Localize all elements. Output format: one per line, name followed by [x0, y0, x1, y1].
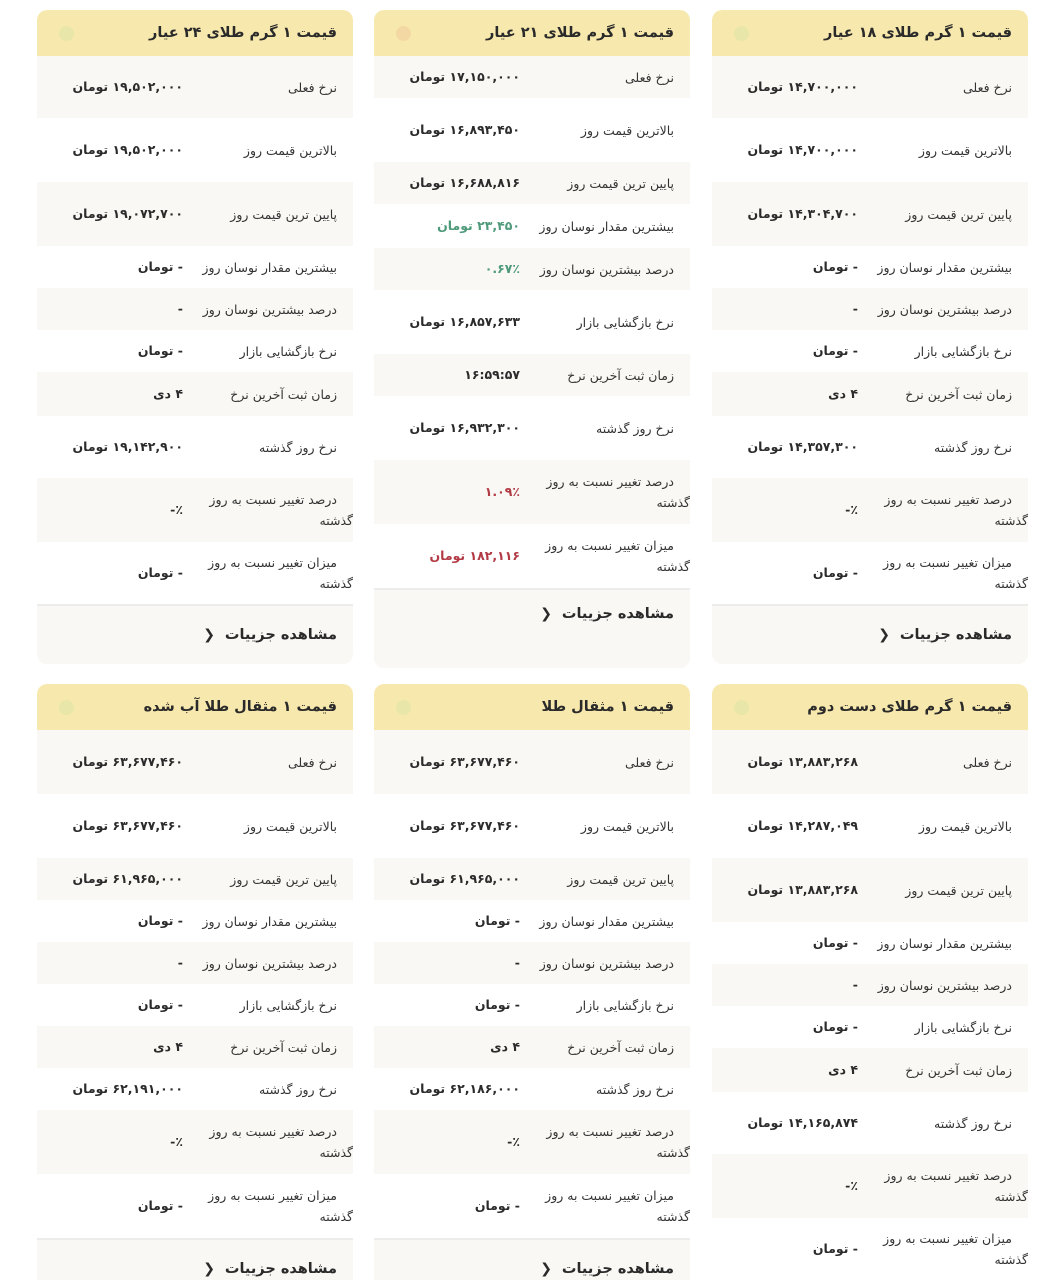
- row-day-low: [374, 858, 690, 900]
- row-value: ۱۹,۰۷۲,۷۰۰ تومان: [72, 206, 183, 221]
- row-market-open-rate: [37, 984, 353, 1026]
- row-last-update-time: [712, 372, 1028, 416]
- row-value: ۱۹,۵۰۲,۰۰۰ تومان: [72, 79, 183, 94]
- row-change-amount: [374, 524, 690, 588]
- row-value: ٪-: [170, 1134, 183, 1149]
- row-label: زمان ثبت آخرین نرخ: [905, 1062, 1012, 1078]
- row-label: میزان تغییر نسبت به روز گذشته: [208, 555, 353, 591]
- row-value: ۱۴,۷۰۰,۰۰۰ تومان: [747, 79, 858, 94]
- row-previous-day-rate: [374, 396, 690, 460]
- row-value: ۶۲,۱۸۶,۰۰۰ تومان: [409, 1081, 520, 1096]
- row-max-swing-percent: [374, 248, 690, 290]
- row-label: بیشترین مقدار نوسان روز: [539, 913, 674, 929]
- card-title: قیمت ۱ گرم طلای ۱۸ عیار: [824, 25, 1012, 41]
- row-day-high: [374, 794, 690, 858]
- view-details-label: مشاهده جزییات: [224, 627, 337, 643]
- row-value: ۶۳,۶۷۷,۴۶۰ تومان: [409, 818, 520, 833]
- row-value: - تومان: [812, 259, 858, 274]
- row-max-swing-amount: [712, 246, 1028, 288]
- row-change-percent: [712, 478, 1028, 542]
- row-change-amount: [374, 1174, 690, 1238]
- row-value: ۴ دی: [490, 1039, 520, 1054]
- row-value: ۱.۰۹٪: [484, 484, 520, 499]
- row-value: ۲۳,۴۵۰ تومان: [437, 218, 520, 233]
- price-card-second-hand: [712, 684, 1028, 1280]
- status-dot-icon: [396, 26, 411, 41]
- row-label: نرخ فعلی: [625, 754, 674, 770]
- view-details-label: مشاهده جزییات: [899, 627, 1012, 643]
- row-value: ۶۳,۶۷۷,۴۶۰ تومان: [72, 754, 183, 769]
- row-value: ۴ دی: [153, 1039, 183, 1054]
- row-value: - تومان: [474, 997, 520, 1012]
- row-label: نرخ فعلی: [963, 754, 1012, 770]
- row-value: - تومان: [474, 913, 520, 928]
- row-value: - تومان: [812, 343, 858, 358]
- row-label: زمان ثبت آخرین نرخ: [230, 1039, 337, 1055]
- row-change-amount: [712, 1218, 1028, 1280]
- row-label: درصد تغییر نسبت به روز گذشته: [546, 474, 690, 510]
- row-market-open-rate: [712, 330, 1028, 372]
- row-value: ۶۱,۹۶۵,۰۰۰ تومان: [409, 871, 520, 886]
- row-max-swing-amount: [374, 204, 690, 248]
- card-title: قیمت ۱ گرم طلای ۲۱ عیار: [486, 25, 674, 41]
- row-label: بالاترین قیمت روز: [243, 818, 337, 834]
- row-label: درصد بیشترین نوسان روز: [539, 261, 674, 277]
- row-label: بالاترین قیمت روز: [580, 818, 674, 834]
- view-details-button[interactable]: [374, 1238, 690, 1280]
- view-details-button[interactable]: [712, 604, 1028, 664]
- row-value: ۶۳,۶۷۷,۴۶۰ تومان: [409, 754, 520, 769]
- row-label: نرخ روز گذشته: [934, 1115, 1012, 1131]
- status-dot-icon: [59, 26, 74, 41]
- row-value: - تومان: [137, 1198, 183, 1213]
- row-label: میزان تغییر نسبت به روز گذشته: [883, 1231, 1028, 1267]
- row-label: بیشترین مقدار نوسان روز: [202, 913, 337, 929]
- row-current-rate: [374, 56, 690, 98]
- price-card-21k: [374, 10, 690, 668]
- row-market-open-rate: [37, 330, 353, 372]
- card-title: قیمت ۱ گرم طلای دست دوم: [807, 699, 1012, 715]
- card-header: [37, 684, 353, 730]
- row-previous-day-rate: [37, 416, 353, 478]
- row-value: ۱۳,۸۸۳,۲۶۸ تومان: [747, 882, 858, 897]
- row-current-rate: [374, 730, 690, 794]
- row-label: بیشترین مقدار نوسان روز: [877, 259, 1012, 275]
- row-value: ۴ دی: [153, 386, 183, 401]
- row-label: زمان ثبت آخرین نرخ: [567, 1039, 674, 1055]
- row-value: ٪-: [845, 502, 858, 517]
- row-value: ۱۴,۱۶۵,۸۷۴ تومان: [747, 1115, 858, 1130]
- row-value: ۴ دی: [828, 1062, 858, 1077]
- row-value: ۱۶,۸۵۷,۶۳۳ تومان: [409, 314, 520, 329]
- row-label: نرخ بازگشایی بازار: [576, 314, 674, 330]
- row-label: درصد تغییر نسبت به روز گذشته: [546, 1124, 690, 1160]
- row-day-high: [712, 118, 1028, 182]
- row-change-amount: [712, 542, 1028, 604]
- row-value: ۱۶,۶۸۸,۸۱۶ تومان: [409, 175, 520, 190]
- row-label: نرخ بازگشایی بازار: [239, 343, 337, 359]
- row-label: نرخ بازگشایی بازار: [914, 1019, 1012, 1035]
- row-label: درصد بیشترین نوسان روز: [202, 955, 337, 971]
- row-last-update-time: [37, 372, 353, 416]
- price-card-mesghal-melted: [37, 684, 353, 1280]
- row-label: میزان تغییر نسبت به روز گذشته: [208, 1188, 353, 1224]
- row-label: نرخ فعلی: [288, 79, 337, 95]
- row-value: ۱۹,۱۴۲,۹۰۰ تومان: [72, 439, 183, 454]
- row-value: ۶۱,۹۶۵,۰۰۰ تومان: [72, 871, 183, 886]
- card-header: [374, 10, 690, 56]
- row-label: زمان ثبت آخرین نرخ: [905, 386, 1012, 402]
- row-label: نرخ فعلی: [288, 754, 337, 770]
- row-value: -: [852, 301, 858, 316]
- row-value: - تومان: [137, 343, 183, 358]
- card-header: [712, 10, 1028, 56]
- row-label: بیشترین مقدار نوسان روز: [202, 259, 337, 275]
- row-label: درصد بیشترین نوسان روز: [539, 955, 674, 971]
- row-label: زمان ثبت آخرین نرخ: [567, 367, 674, 383]
- row-day-high: [374, 98, 690, 162]
- row-max-swing-percent: [374, 942, 690, 984]
- row-current-rate: [37, 730, 353, 794]
- row-change-percent: [374, 460, 690, 524]
- row-label: پایین ترین قیمت روز: [905, 206, 1012, 222]
- view-details-button[interactable]: [37, 1238, 353, 1280]
- row-value: - تومان: [137, 565, 183, 580]
- row-value: ٪-: [170, 502, 183, 517]
- row-value: ۱۸۲,۱۱۶ تومان: [429, 548, 520, 563]
- row-max-swing-percent: [37, 942, 353, 984]
- row-label: درصد بیشترین نوسان روز: [877, 301, 1012, 317]
- price-card-18k: [712, 10, 1028, 664]
- row-max-swing-amount: [712, 922, 1028, 964]
- price-card-24k: [37, 10, 353, 664]
- row-label: پایین ترین قیمت روز: [230, 871, 337, 887]
- row-value: -: [514, 955, 520, 970]
- row-current-rate: [712, 730, 1028, 794]
- row-market-open-rate: [374, 290, 690, 354]
- row-label: پایین ترین قیمت روز: [567, 871, 674, 887]
- row-last-update-time: [374, 354, 690, 396]
- row-last-update-time: [374, 1026, 690, 1068]
- row-max-swing-percent: [37, 288, 353, 330]
- row-day-low: [37, 858, 353, 900]
- row-label: نرخ فعلی: [963, 79, 1012, 95]
- status-dot-icon: [59, 700, 74, 715]
- row-change-percent: [37, 1110, 353, 1174]
- row-label: نرخ فعلی: [625, 69, 674, 85]
- row-previous-day-rate: [712, 416, 1028, 478]
- row-value: ۱۹,۵۰۲,۰۰۰ تومان: [72, 142, 183, 157]
- row-label: نرخ روز گذشته: [934, 439, 1012, 455]
- row-max-swing-amount: [37, 246, 353, 288]
- row-change-amount: [37, 1174, 353, 1238]
- row-label: بالاترین قیمت روز: [243, 142, 337, 158]
- status-dot-icon: [734, 700, 749, 715]
- row-value: ۶۳,۶۷۷,۴۶۰ تومان: [72, 818, 183, 833]
- row-value: ۱۴,۷۰۰,۰۰۰ تومان: [747, 142, 858, 157]
- card-header: [37, 10, 353, 56]
- row-value: - تومان: [474, 1198, 520, 1213]
- chevron-left-icon: ❮: [540, 606, 552, 622]
- card-title: قیمت ۱ مثقال طلا: [541, 699, 674, 715]
- row-day-low: [374, 162, 690, 204]
- row-max-swing-percent: [712, 964, 1028, 1006]
- row-label: نرخ بازگشایی بازار: [914, 343, 1012, 359]
- row-day-low: [712, 182, 1028, 246]
- row-value: ۱۶,۸۹۳,۴۵۰ تومان: [409, 122, 520, 137]
- row-value: ۱۴,۳۰۴,۷۰۰ تومان: [747, 206, 858, 221]
- row-value: ۰.۶۷٪: [484, 261, 520, 276]
- chevron-left-icon: ❮: [878, 627, 890, 643]
- row-day-low: [712, 858, 1028, 922]
- row-label: میزان تغییر نسبت به روز گذشته: [545, 1188, 690, 1224]
- row-day-high: [37, 794, 353, 858]
- row-value: ۱۴,۳۵۷,۳۰۰ تومان: [747, 439, 858, 454]
- row-label: بالاترین قیمت روز: [918, 142, 1012, 158]
- row-label: نرخ بازگشایی بازار: [239, 997, 337, 1013]
- chevron-left-icon: ❮: [203, 1261, 215, 1277]
- row-label: درصد تغییر نسبت به روز گذشته: [884, 1168, 1028, 1204]
- row-label: درصد تغییر نسبت به روز گذشته: [209, 492, 353, 528]
- row-value: - تومان: [812, 565, 858, 580]
- row-label: بالاترین قیمت روز: [580, 122, 674, 138]
- row-label: بالاترین قیمت روز: [918, 818, 1012, 834]
- row-value: ۱۴,۲۸۷,۰۴۹ تومان: [747, 818, 858, 833]
- row-label: بیشترین مقدار نوسان روز: [877, 935, 1012, 951]
- chevron-left-icon: ❮: [203, 627, 215, 643]
- row-value: ۴ دی: [828, 386, 858, 401]
- row-current-rate: [37, 56, 353, 118]
- chevron-left-icon: ❮: [540, 1261, 552, 1277]
- row-label: درصد بیشترین نوسان روز: [877, 977, 1012, 993]
- view-details-label: مشاهده جزییات: [561, 606, 674, 622]
- view-details-label: مشاهده جزییات: [224, 1261, 337, 1277]
- status-dot-icon: [734, 26, 749, 41]
- row-label: میزان تغییر نسبت به روز گذشته: [883, 555, 1028, 591]
- row-value: ٪-: [845, 1178, 858, 1193]
- row-value: ۱۶:۵۹:۵۷: [464, 367, 520, 382]
- row-last-update-time: [37, 1026, 353, 1068]
- row-value: ٪-: [507, 1134, 520, 1149]
- row-value: - تومان: [137, 259, 183, 274]
- row-label: پایین ترین قیمت روز: [230, 206, 337, 222]
- row-market-open-rate: [374, 984, 690, 1026]
- row-label: پایین ترین قیمت روز: [905, 882, 1012, 898]
- view-details-button[interactable]: [37, 604, 353, 664]
- card-title: قیمت ۱ مثقال طلا آب شده: [143, 699, 337, 715]
- row-current-rate: [712, 56, 1028, 118]
- row-value: - تومان: [137, 997, 183, 1012]
- card-header: [712, 684, 1028, 730]
- row-max-swing-amount: [374, 900, 690, 942]
- row-max-swing-amount: [37, 900, 353, 942]
- row-label: نرخ روز گذشته: [259, 439, 337, 455]
- row-value: - تومان: [812, 935, 858, 950]
- row-value: - تومان: [812, 1241, 858, 1256]
- row-value: -: [177, 955, 183, 970]
- row-label: میزان تغییر نسبت به روز گذشته: [545, 538, 690, 574]
- row-label: نرخ روز گذشته: [596, 1081, 674, 1097]
- row-previous-day-rate: [37, 1068, 353, 1110]
- row-market-open-rate: [712, 1006, 1028, 1048]
- row-change-percent: [374, 1110, 690, 1174]
- view-details-label: مشاهده جزییات: [561, 1261, 674, 1277]
- row-value: ۱۷,۱۵۰,۰۰۰ تومان: [409, 69, 520, 84]
- row-label: درصد تغییر نسبت به روز گذشته: [884, 492, 1028, 528]
- row-previous-day-rate: [374, 1068, 690, 1110]
- row-max-swing-percent: [712, 288, 1028, 330]
- row-label: بیشترین مقدار نوسان روز: [539, 218, 674, 234]
- row-value: - تومان: [137, 913, 183, 928]
- row-label: نرخ روز گذشته: [259, 1081, 337, 1097]
- view-details-button[interactable]: [374, 588, 690, 668]
- row-change-percent: [712, 1154, 1028, 1218]
- card-header: [374, 684, 690, 730]
- row-value: ۱۳,۸۸۳,۲۶۸ تومان: [747, 754, 858, 769]
- card-title: قیمت ۱ گرم طلای ۲۴ عیار: [149, 25, 337, 41]
- row-last-update-time: [712, 1048, 1028, 1092]
- row-label: زمان ثبت آخرین نرخ: [230, 386, 337, 402]
- row-label: نرخ بازگشایی بازار: [576, 997, 674, 1013]
- row-value: -: [177, 301, 183, 316]
- row-label: درصد بیشترین نوسان روز: [202, 301, 337, 317]
- row-change-amount: [37, 542, 353, 604]
- row-previous-day-rate: [712, 1092, 1028, 1154]
- row-value: -: [852, 977, 858, 992]
- row-day-high: [37, 118, 353, 182]
- row-value: ۱۶,۹۳۲,۳۰۰ تومان: [409, 420, 520, 435]
- price-card-mesghal: [374, 684, 690, 1280]
- row-value: - تومان: [812, 1019, 858, 1034]
- row-change-percent: [37, 478, 353, 542]
- status-dot-icon: [396, 700, 411, 715]
- row-label: پایین ترین قیمت روز: [567, 175, 674, 191]
- row-label: درصد تغییر نسبت به روز گذشته: [209, 1124, 353, 1160]
- row-value: ۶۲,۱۹۱,۰۰۰ تومان: [72, 1081, 183, 1096]
- row-label: نرخ روز گذشته: [596, 420, 674, 436]
- row-day-high: [712, 794, 1028, 858]
- row-day-low: [37, 182, 353, 246]
